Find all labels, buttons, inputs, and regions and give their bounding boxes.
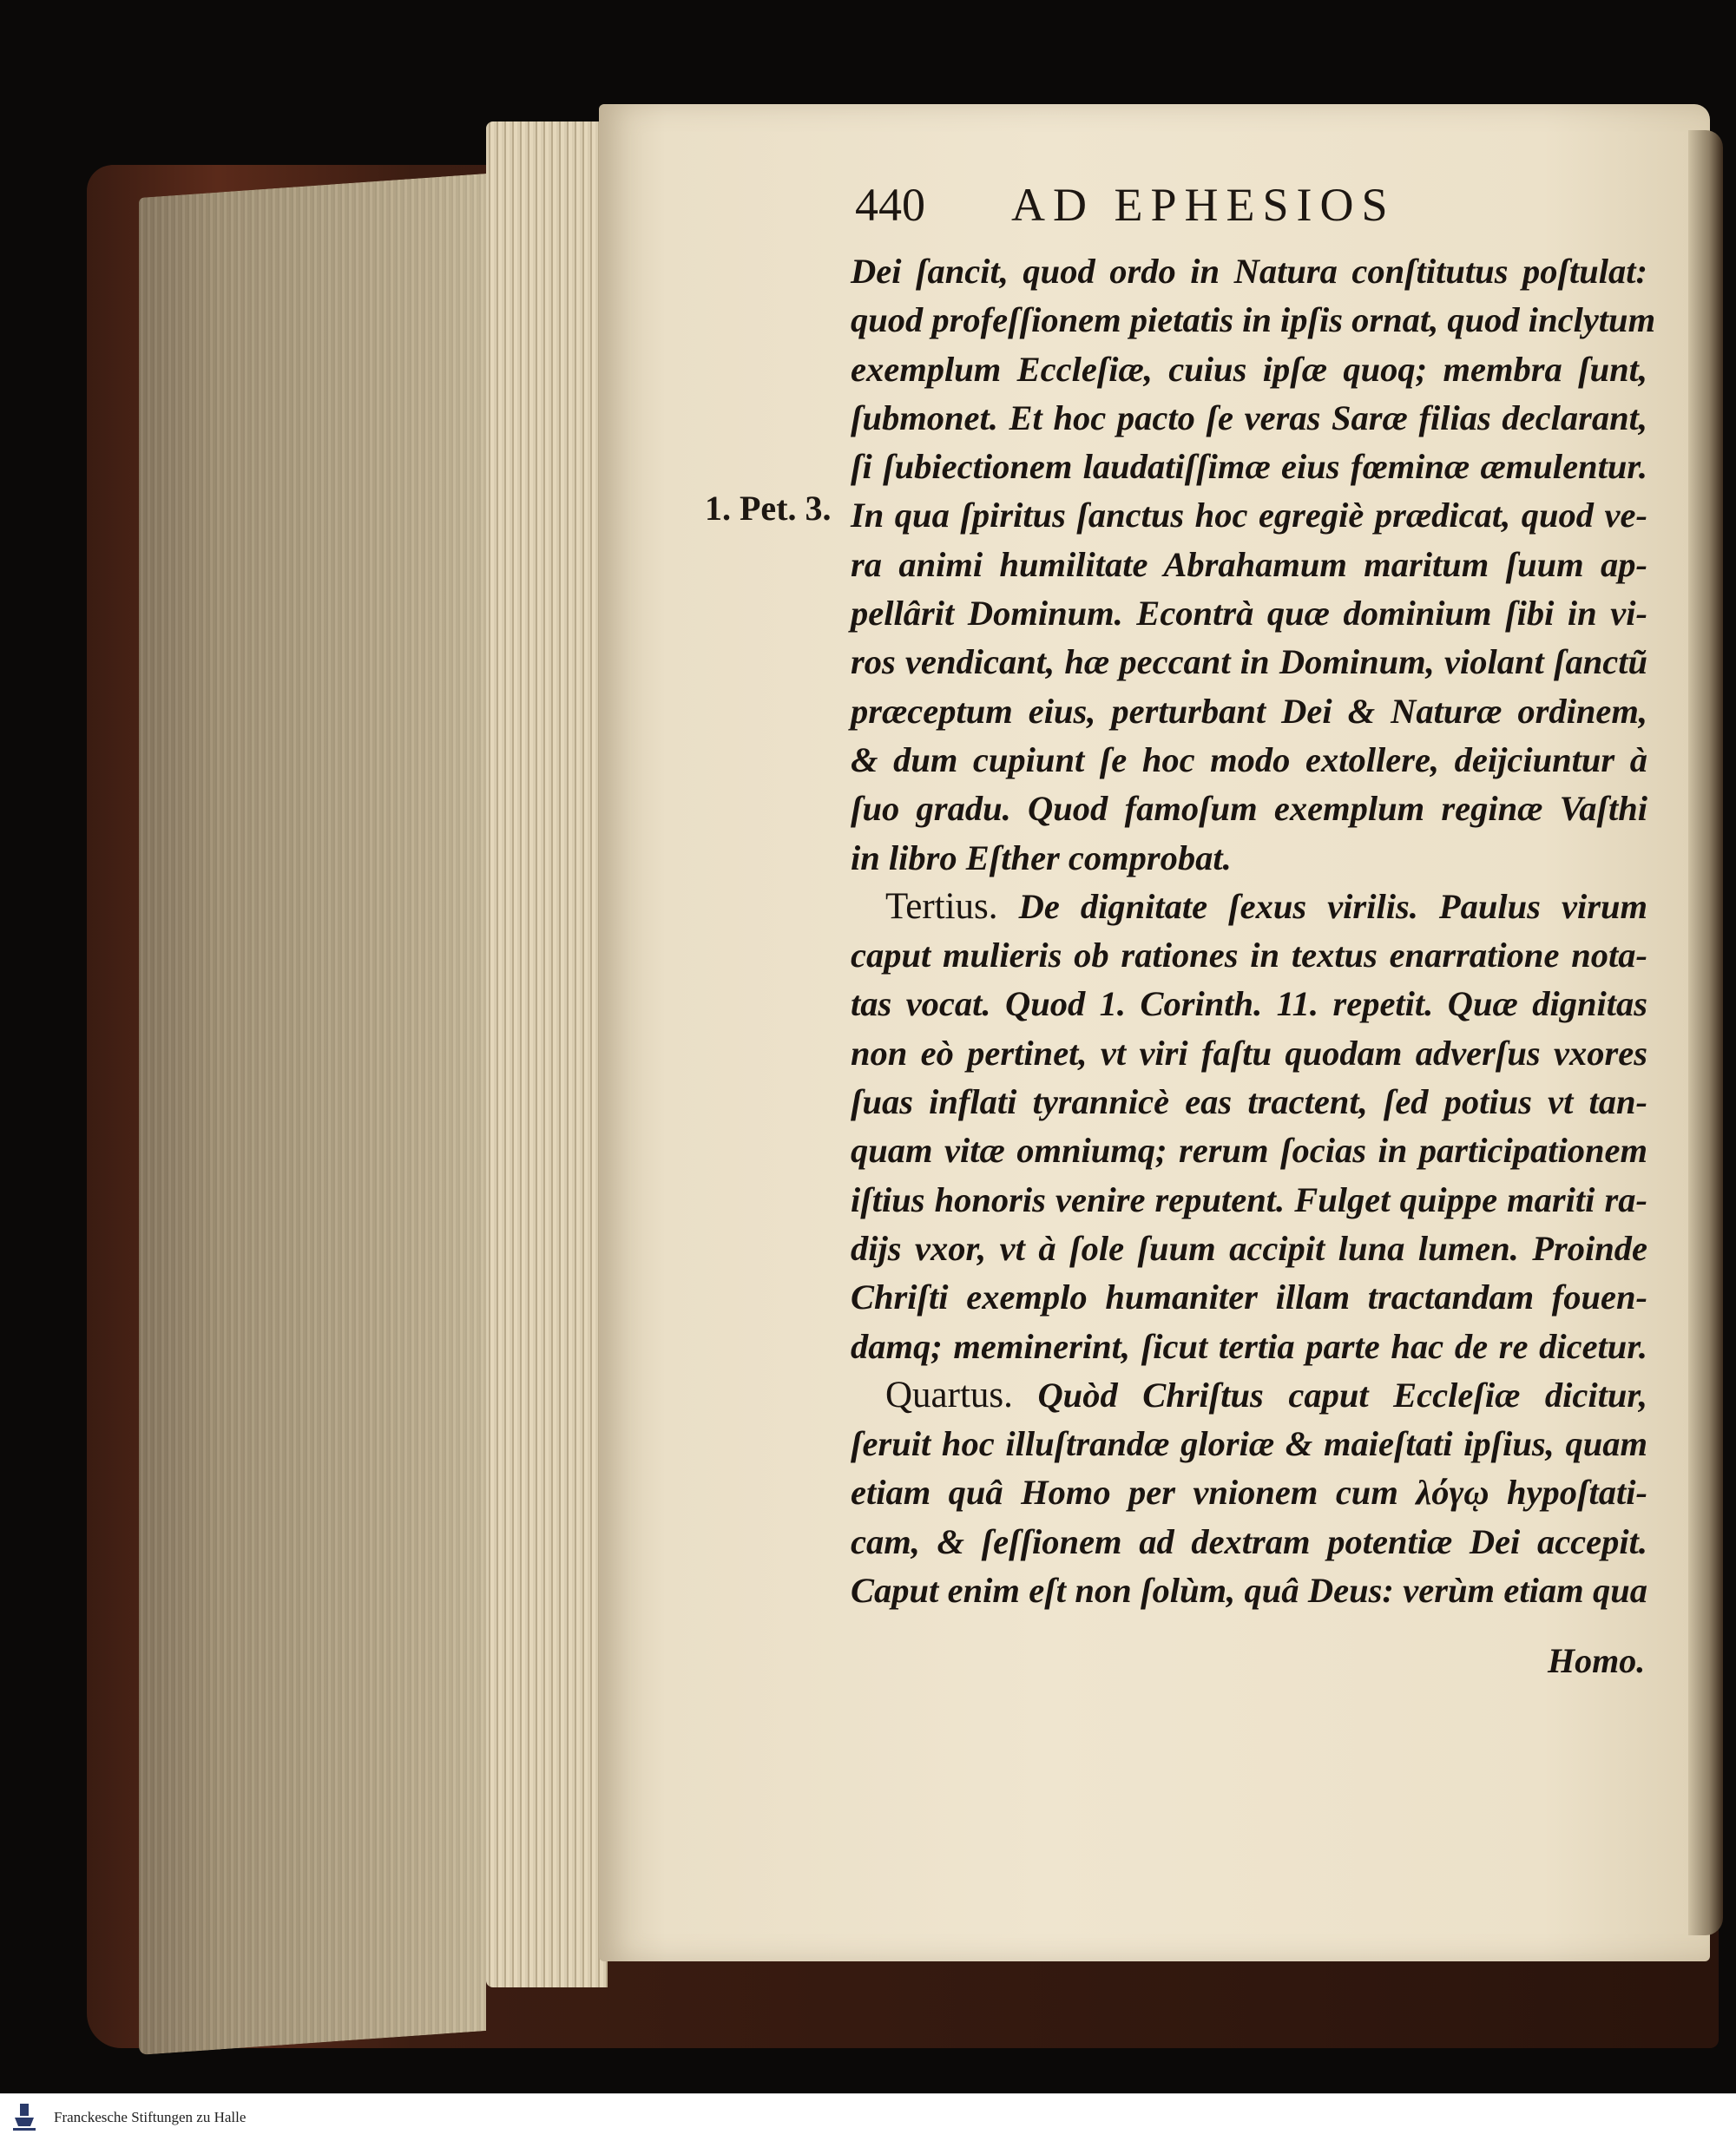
footer-bar — [0, 2093, 1736, 2141]
text-line: caput mulieris ob rationes in textus enarratione nota- — [851, 936, 1647, 975]
text-line: ſi ſubiectionem laudatiſſimæ eius fœminæ æmulentur. — [851, 447, 1647, 487]
text-line: ſubmonet. Et hoc pacto ſe veras Saræ filias declarant, — [851, 397, 1647, 437]
running-title: AD EPHESIOS — [1011, 179, 1396, 231]
text-line: præceptum eius, perturbant Dei & Naturæ ordinem, — [851, 691, 1647, 731]
text-line: ra animi humilitate Abrahamum maritum ſuum ap- — [851, 544, 1647, 584]
text-block — [851, 247, 1656, 1615]
text-span: Quòd Chriſtus caput Eccleſiæ dicitur, — [1037, 1375, 1648, 1415]
text-line: pellârit Dominum. Econtrà quæ dominium ſibi in vi- — [851, 594, 1647, 634]
text-line: Caput enim eſt non ſolùm, quâ Deus: verùm etiam qua — [851, 1571, 1647, 1611]
text-line: Chriſti exemplo humaniter illam tractandam fouen- — [851, 1277, 1647, 1317]
fore-edge — [139, 174, 486, 2055]
text-line: cam, & ſeſſionem ad dextram potentiæ Dei accepit. — [851, 1521, 1647, 1561]
paragraph-lead: Quartus. — [885, 1374, 1013, 1415]
margin-note: 1. Pet. 3. — [705, 489, 832, 528]
page-gutter — [1688, 130, 1723, 1935]
text-line: In qua ſpiritus ſanctus hoc egregiè prædicat, quod ve- — [851, 496, 1647, 535]
text-line: etiam quâ Homo per vnionem cum λόγῳ hypoſtati- — [851, 1473, 1647, 1513]
institution-name: Franckesche Stiftungen zu Halle — [54, 2109, 247, 2125]
text-line: in libro Eſther comprobat. — [851, 837, 1232, 877]
institution-logo-icon — [7, 2100, 42, 2135]
text-line: dijs vxor, vt à ſole ſuum accipit luna lumen. Proinde — [851, 1228, 1647, 1268]
text-line: ſuas inflati tyrannicè eas tractent, ſed potius vt tan- — [851, 1082, 1647, 1122]
text-line: iſtius honoris venire reputent. Fulget quippe mariti ra- — [851, 1179, 1647, 1219]
text-line: tas vocat. Quod 1. Corinth. 11. repetit. Quæ dignitas — [851, 984, 1647, 1024]
paragraph-lead: Tertius. — [885, 885, 998, 927]
text-span: De dignitate ſexus virilis. Paulus virum — [1018, 886, 1647, 926]
text-line: & dum cupiunt ſe hoc modo extollere, deijciuntur à — [851, 739, 1647, 779]
paragraph-tertius-first-line — [851, 883, 1647, 931]
text-line: Dei ſancit, quod ordo in Natura conſtitutus poſtulat: — [851, 252, 1647, 291]
text-line: ſuo gradu. Quod famoſum exemplum reginæ Vaſthi — [851, 789, 1647, 829]
text-line: ros vendicant, hæ peccant in Dominum, violant ſanctũ — [851, 642, 1647, 682]
text-line: non eò pertinet, vt viri faſtu quodam adverſus vxores — [851, 1033, 1647, 1073]
text-line: ſeruit hoc illuſtrandæ gloriæ & maieſtati ipſius, quam — [851, 1424, 1647, 1464]
paragraph-quartus-first-line — [851, 1371, 1647, 1420]
text-line: quod profeſſionem pietatis in ipſis ornat, quod inclytum — [851, 300, 1656, 340]
text-line: damq; meminerint, ſicut tertia parte hac de re dicetur. — [851, 1326, 1647, 1366]
page-number: 440 — [855, 179, 925, 231]
text-line: quam vitæ omniumq; rerum ſocias in participationem — [851, 1131, 1647, 1171]
text-line: exemplum Eccleſiæ, cuius ipſæ quoq; membra ſunt, — [851, 349, 1647, 389]
catchword: Homo. — [1548, 1641, 1646, 1680]
running-head — [855, 178, 1480, 239]
page-stack — [486, 121, 608, 1987]
